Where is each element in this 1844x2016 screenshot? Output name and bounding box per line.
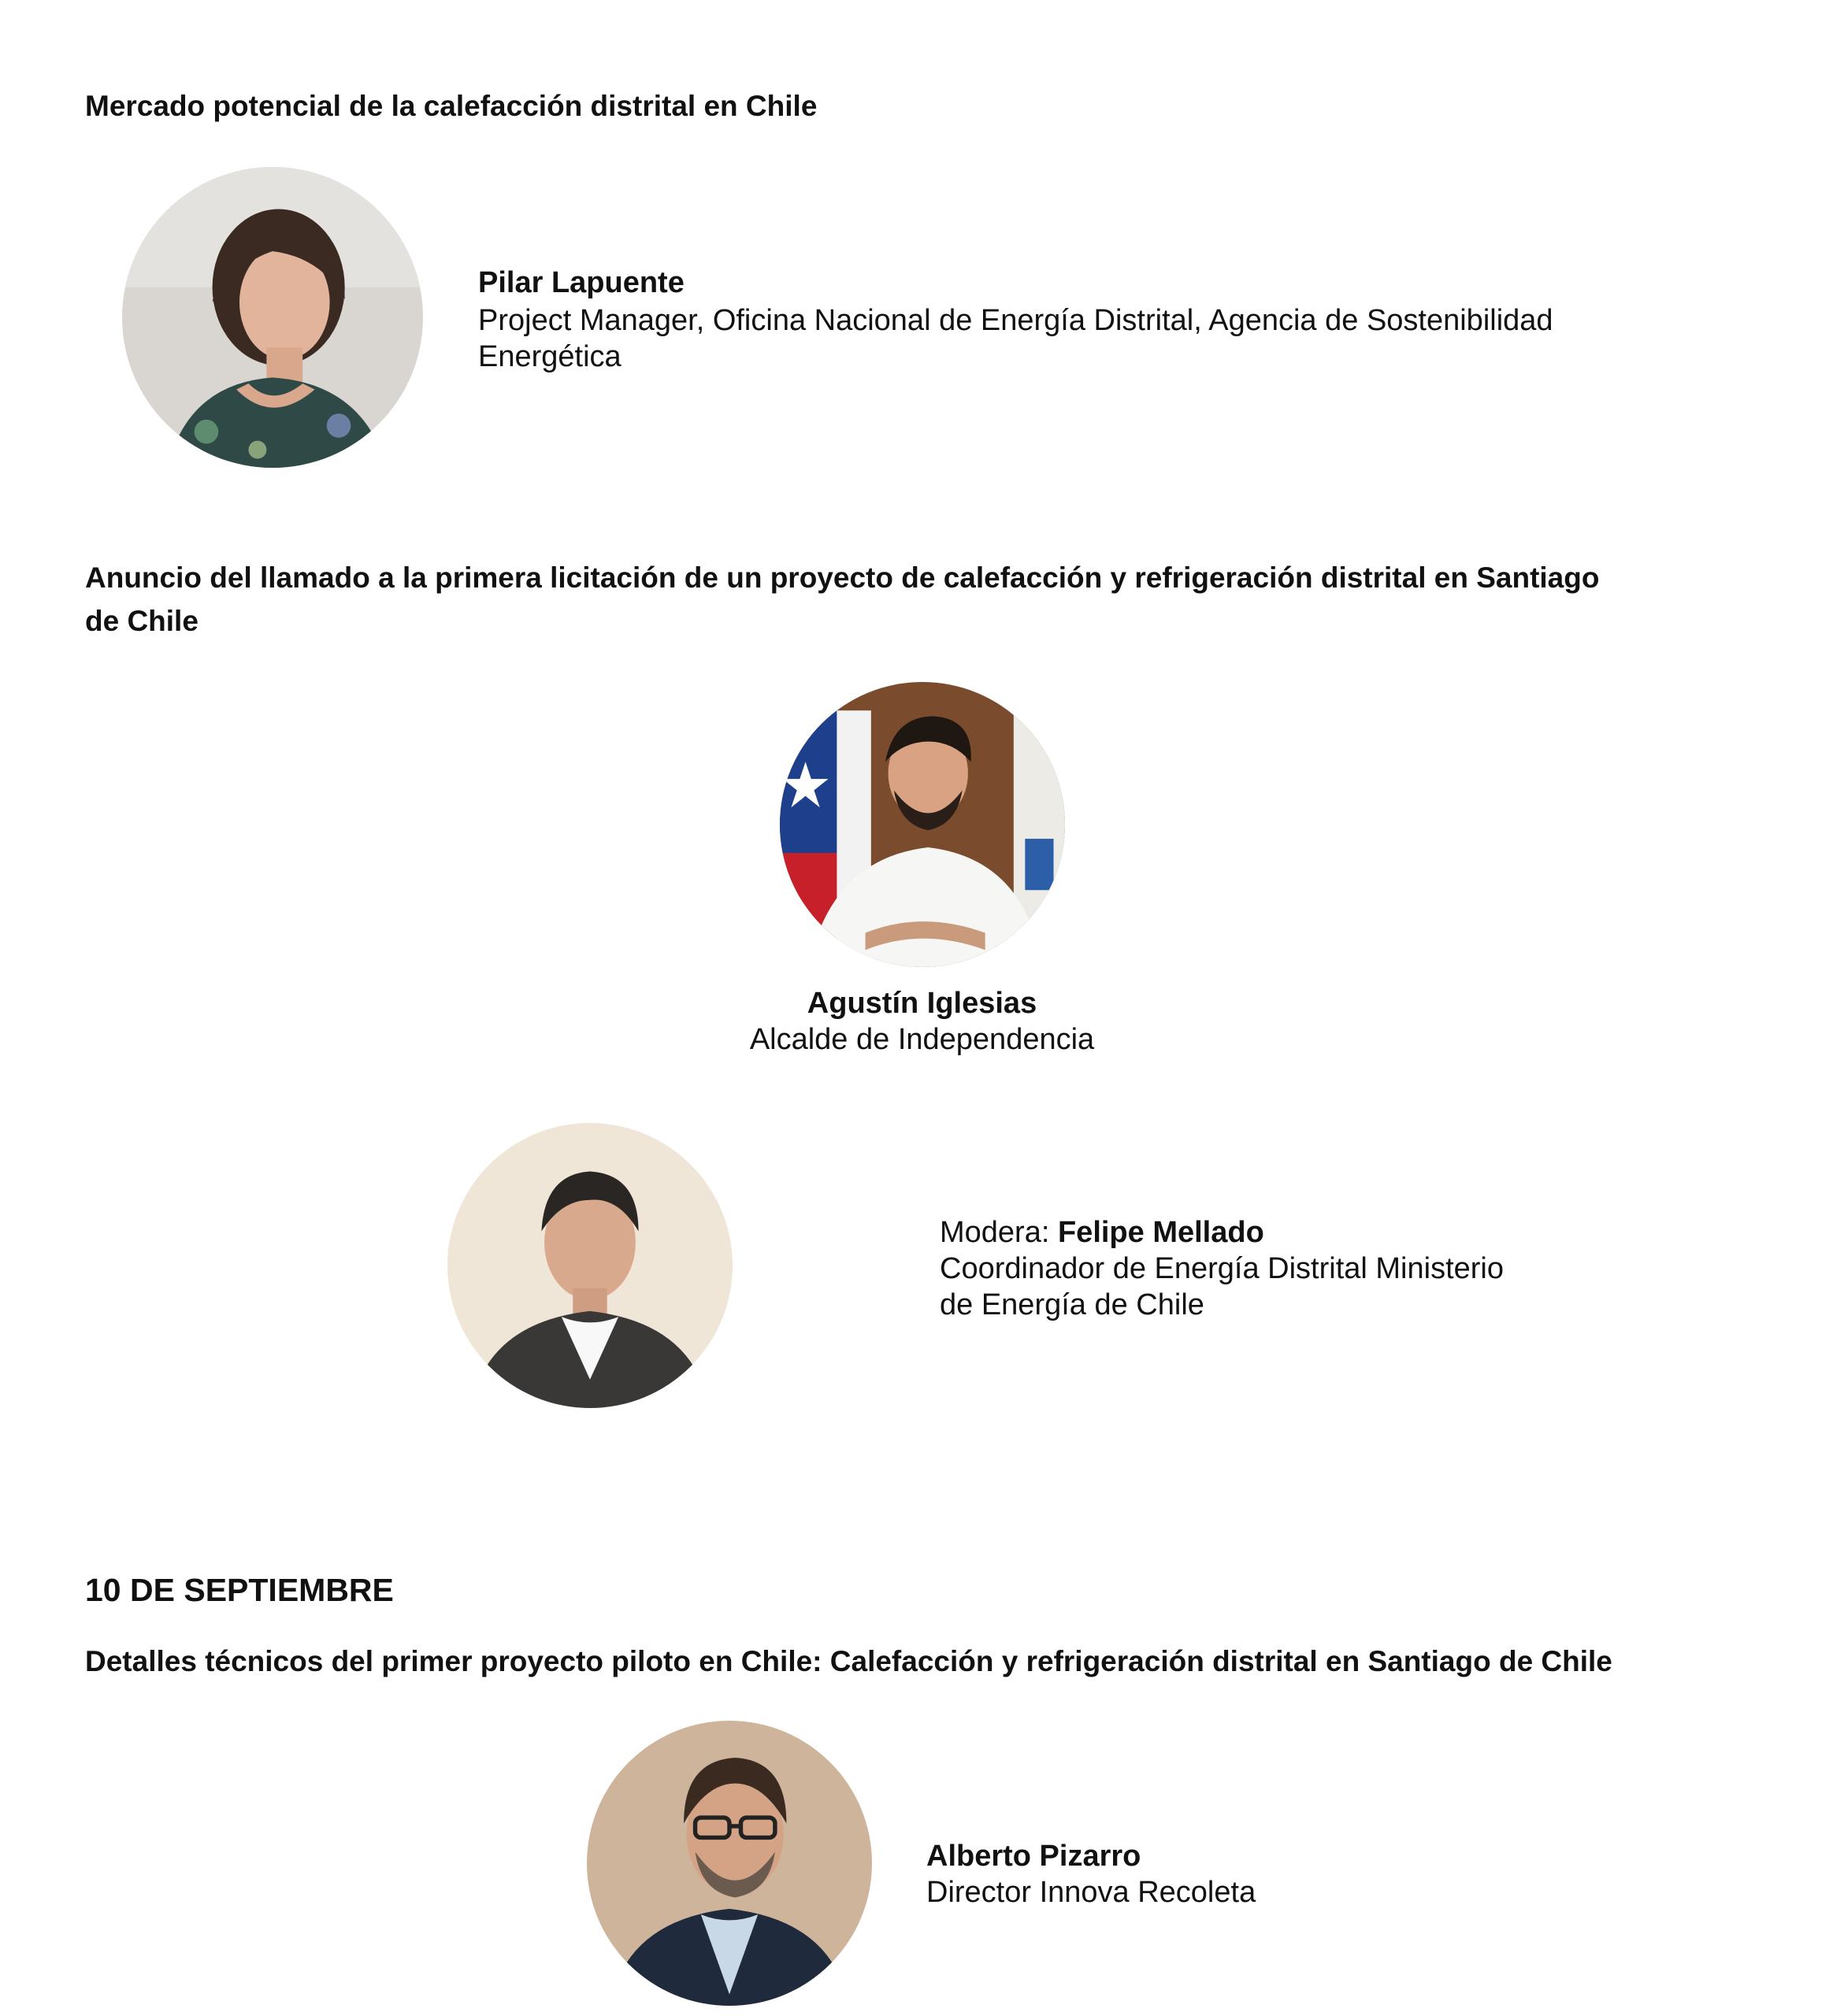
moderator-label (940, 1214, 1264, 1251)
section-title-mercado: Mercado potencial de la calefacción distrital en Chile (85, 90, 818, 122)
speaker-role-pilar-lapuente-line1: Project Manager, Oficina Nacional de Energía Distrital, Agencia de Sostenibilidad (478, 304, 1553, 337)
section-title-anuncio-line1: Anuncio del llamado a la primera licitación de un proyecto de calefacción y refrigeración distrital en Santiago (85, 561, 1600, 594)
section-title-detalles: Detalles técnicos del primer proyecto piloto en Chile: Calefacción y refrigeración distrital en Santiago de Chile (85, 1645, 1612, 1677)
speaker-photo-alberto-pizarro (587, 1721, 872, 2006)
speaker-role-alberto-pizarro: Director Innova Recoleta (926, 1876, 1256, 1909)
speaker-name-agustin-iglesias: Agustín Iglesias (807, 987, 1037, 1020)
speaker-name-alberto-pizarro: Alberto Pizarro (926, 1840, 1141, 1873)
portrait-woman-icon (122, 167, 423, 468)
moderator-role-line2: de Energía de Chile (940, 1288, 1204, 1321)
speaker-photo-pilar-lapuente (122, 167, 423, 468)
section-title-anuncio-line2: de Chile (85, 605, 198, 637)
portrait-man-glasses-icon (587, 1721, 872, 2006)
speaker-name-pilar-lapuente: Pilar Lapuente (478, 266, 685, 299)
moderator-photo-felipe-mellado (447, 1123, 733, 1408)
speaker-role-pilar-lapuente-line2: Energética (478, 340, 621, 373)
date-heading: 10 DE SEPTIEMBRE (85, 1572, 394, 1608)
moderator-name-felipe-mellado: Felipe Mellado (1057, 1216, 1264, 1249)
moderator-prefix: Modera: (940, 1216, 1058, 1249)
portrait-man-flags-icon (780, 682, 1065, 967)
moderator-role-line1: Coordinador de Energía Distrital Ministerio (940, 1252, 1504, 1285)
portrait-man-suit-icon (447, 1123, 733, 1408)
speaker-role-agustin-iglesias: Alcalde de Independencia (749, 1023, 1095, 1056)
speaker-photo-agustin-iglesias (780, 682, 1065, 967)
